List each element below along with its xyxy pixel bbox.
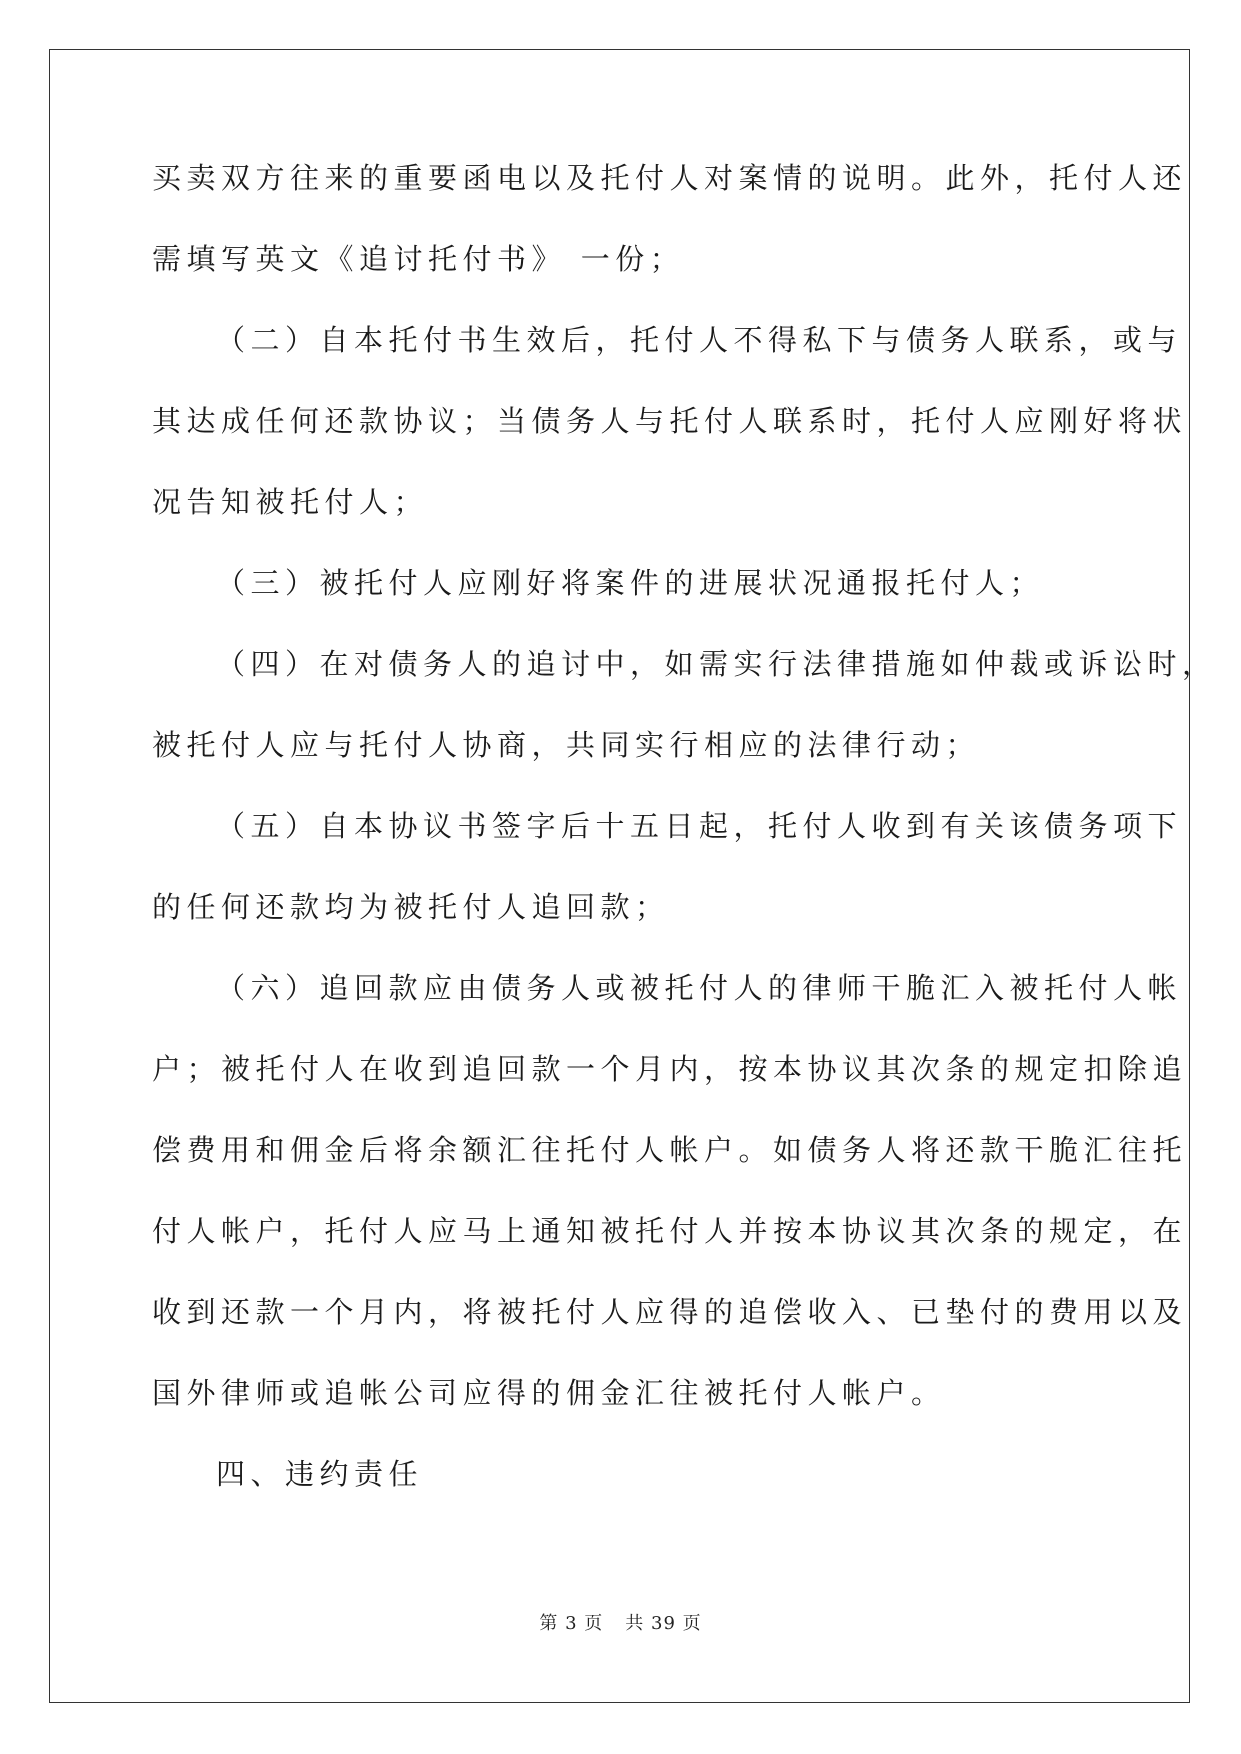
clause-3: （三）被托付人应刚好将案件的进展状况通报托付人； [216, 566, 1045, 600]
body-line: 买卖双方往来的重要函电以及托付人对案情的说明。此外，托付人还 [152, 161, 1188, 195]
body-line: 偿费用和佣金后将余额汇往托付人帐户。如债务人将还款干脆汇往托 [152, 1133, 1188, 1167]
body-line: 户；被托付人在收到追回款一个月内，按本协议其次条的规定扣除追 [152, 1052, 1188, 1086]
body-line: 收到还款一个月内，将被托付人应得的追偿收入、已垫付的费用以及 [152, 1295, 1188, 1329]
section-heading: 四、违约责任 [216, 1457, 424, 1491]
body-line: 国外律师或追帐公司应得的佣金汇往被托付人帐户。 [152, 1376, 946, 1410]
body-line: 其达成任何还款协议；当债务人与托付人联系时，托付人应刚好将状 [152, 404, 1188, 438]
body-line: 况告知被托付人； [152, 485, 429, 519]
page-total: 共 39 页 [625, 1613, 702, 1634]
body-line: 付人帐户，托付人应马上通知被托付人并按本协议其次条的规定，在 [152, 1214, 1188, 1248]
page-footer [0, 1609, 1241, 1635]
clause-2: （二）自本托付书生效后，托付人不得私下与债务人联系，或与 [216, 323, 1183, 357]
document-body [152, 160, 1217, 1537]
clause-4: （四）在对债务人的追讨中，如需实行法律措施如仲裁或诉讼时， [216, 647, 1217, 681]
body-line: 需填写英文《追讨托付书》 一份； [152, 242, 685, 276]
clause-6: （六）追回款应由债务人或被托付人的律师干脆汇入被托付人帐 [216, 971, 1183, 1005]
body-line: 的任何还款均为被托付人追回款； [152, 890, 670, 924]
page-number: 第 3 页 [539, 1613, 604, 1634]
clause-5: （五）自本协议书签字后十五日起，托付人收到有关该债务项下 [216, 809, 1183, 843]
body-line: 被托付人应与托付人协商，共同实行相应的法律行动； [152, 728, 981, 762]
